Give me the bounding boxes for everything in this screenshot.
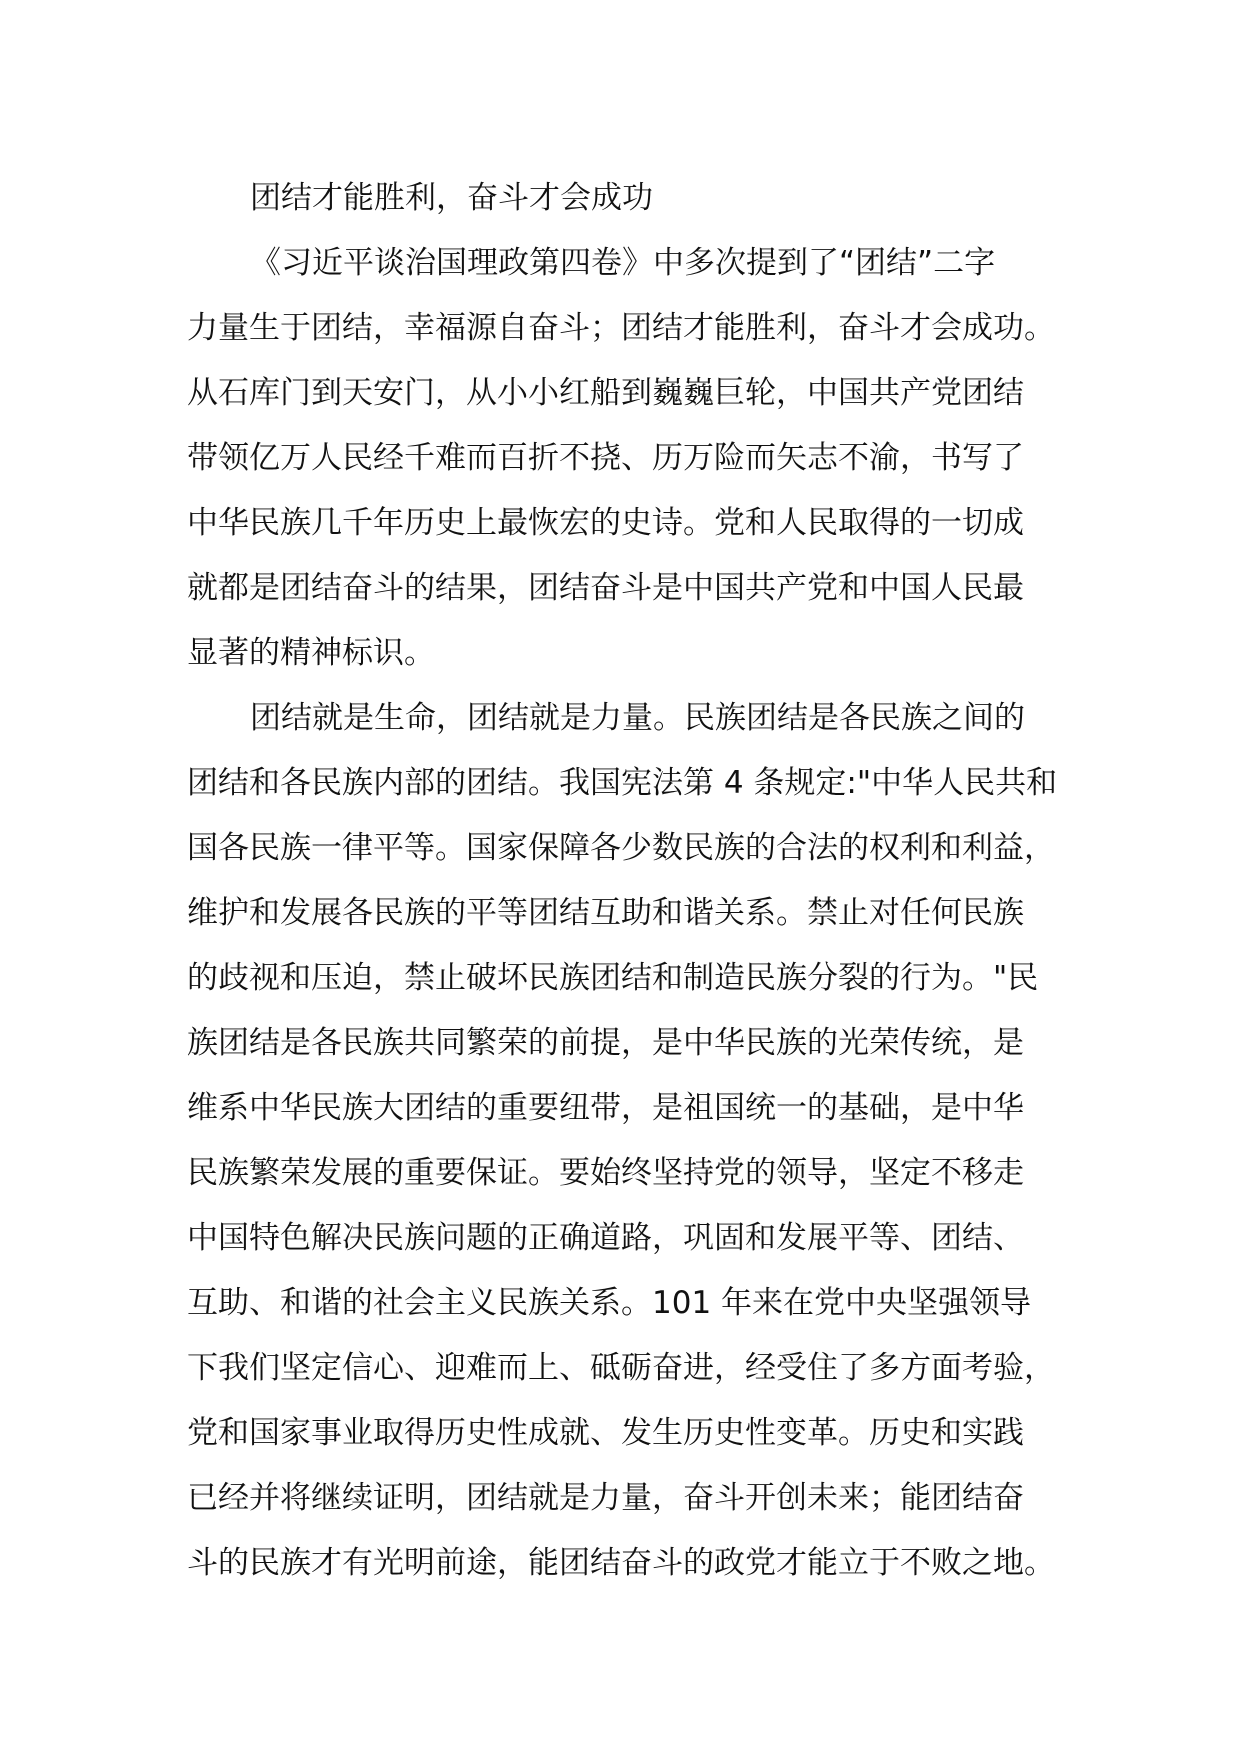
paragraph-2-line: 维系中华民族大团结的重要纽带，是祖国统一的基础，是中华 [187, 1090, 1024, 1126]
paragraph-2-line: 党和国家事业取得历史性成就、发生历史性变革。历史和实践 [187, 1415, 1024, 1451]
paragraph-1-line: 就都是团结奋斗的结果，团结奋斗是中国共产党和中国人民最 [187, 570, 1024, 606]
paragraph-2-line: 斗的民族才有光明前途，能团结奋斗的政党才能立于不败之地。 [187, 1545, 1055, 1581]
paragraph-2-line: 团结就是生命，团结就是力量。民族团结是各民族之间的 [250, 700, 1025, 736]
paragraph-1-line: 力量生于团结，幸福源自奋斗；团结才能胜利，奋斗才会成功。 [187, 310, 1055, 346]
document-title: 团结才能胜利，奋斗才会成功 [250, 180, 653, 216]
paragraph-2-line: 下我们坚定信心、迎难而上、砥砺奋进，经受住了多方面考验， [187, 1350, 1055, 1386]
paragraph-2-line: 维护和发展各民族的平等团结互助和谐关系。禁止对任何民族 [187, 895, 1024, 931]
paragraph-2-line: 团结和各民族内部的团结。我国宪法第 4 条规定:"中华人民共和 [187, 765, 1058, 801]
paragraph-2-line: 中国特色解决民族问题的正确道路，巩固和发展平等、团结、 [187, 1220, 1024, 1256]
paragraph-2-line: 族团结是各民族共同繁荣的前提，是中华民族的光荣传统，是 [187, 1025, 1024, 1061]
paragraph-2-line: 的歧视和压迫，禁止破坏民族团结和制造民族分裂的行为。"民 [187, 960, 1039, 996]
paragraph-2-line: 民族繁荣发展的重要保证。要始终坚持党的领导，坚定不移走 [187, 1155, 1024, 1191]
paragraph-2-line: 已经并将继续证明，团结就是力量，奋斗开创未来；能团结奋 [187, 1480, 1024, 1516]
document-body [187, 166, 1087, 1596]
paragraph-2-line: 互助、和谐的社会主义民族关系。101 年来在党中央坚强领导 [187, 1285, 1032, 1321]
paragraph-1-line: 带领亿万人民经千难而百折不挠、历万险而矢志不渝，书写了 [187, 440, 1024, 476]
paragraph-1-line: 显著的精神标识。 [187, 635, 435, 671]
paragraph-1-line: 从石库门到天安门，从小小红船到巍巍巨轮，中国共产党团结 [187, 375, 1024, 411]
paragraph-1-line: 中华民族几千年历史上最恢宏的史诗。党和人民取得的一切成 [187, 505, 1024, 541]
paragraph-1-line: 《习近平谈治国理政第四卷》中多次提到了“团结”二字 [250, 245, 996, 281]
paragraph-2-line: 国各民族一律平等。国家保障各少数民族的合法的权利和利益， [187, 830, 1055, 866]
